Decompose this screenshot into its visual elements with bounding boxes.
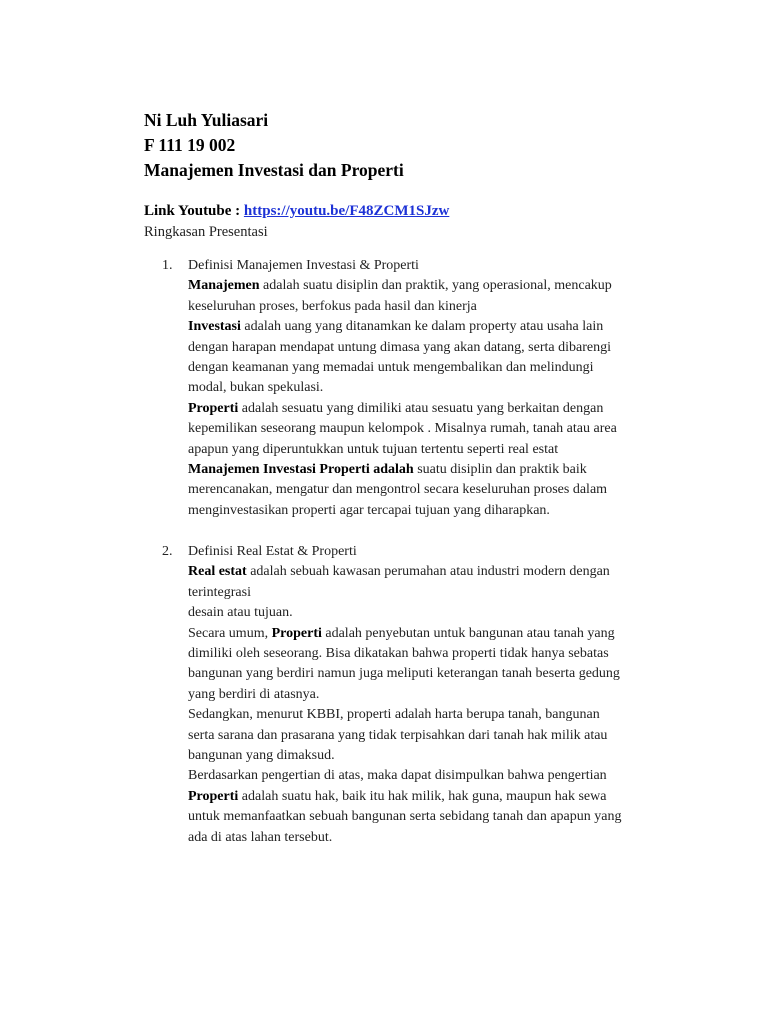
paragraph-line: Investasi adalah uang yang ditanamkan ke dalam property atau usaha lain — [188, 319, 604, 335]
list-item — [188, 256, 668, 521]
paragraph-line: menginvestasikan properti agar tercapai tujuan yang diharapkan. — [188, 502, 550, 518]
paragraph-line: dengan keamanan yang memadai untuk mengembalikan dan melindungi — [188, 360, 594, 376]
term-bold: Real estat — [188, 564, 247, 580]
paragraph-line: bangunan yang berdiri namun juga meliputi keterangan tanah beserta gedung — [188, 666, 620, 682]
paragraph-line: modal, bukan spekulasi. — [188, 380, 324, 396]
term-bold: Manajemen Investasi Properti adalah — [188, 462, 414, 478]
paragraph-line: Manajemen Investasi Properti adalah suatu disiplin dan praktik baik — [188, 462, 587, 478]
paragraph-line: Manajemen adalah suatu disiplin dan praktik, yang operasional, mencakup — [188, 278, 612, 294]
paragraph-line: bangunan yang dimaksud. — [188, 748, 335, 764]
student-id: F 111 19 002 — [144, 135, 236, 155]
paragraph-line: apapun yang diperuntukkan untuk tujuan tertentu seperti real estat — [188, 441, 559, 457]
paragraph-line: untuk memanfaatkan sebuah bangunan serta sebidang tanah dan apapun yang — [188, 809, 622, 825]
youtube-link[interactable]: https://youtu.be/F48ZCM1SJzw — [243, 203, 450, 219]
youtube-link-label: Link Youtube : — [144, 203, 241, 219]
paragraph-line: Real estat adalah sebuah kawasan perumahan atau industri modern dengan — [188, 564, 610, 580]
paragraph-line: dengan harapan mendapat untung dimasa yang akan datang, serta dibarengi — [188, 339, 611, 355]
paragraph-line: Properti adalah sesuatu yang dimiliki atau sesuatu yang berkaitan dengan — [188, 400, 604, 416]
list-item — [188, 542, 668, 848]
paragraph-line: keseluruhan proses, berfokus pada hasil dan kinerja — [188, 298, 477, 314]
summary-label: Ringkasan Presentasi — [144, 224, 268, 240]
paragraph-line: ada di atas lahan tersebut. — [188, 829, 333, 845]
paragraph-line: terintegrasi — [188, 584, 251, 600]
author-name: Ni Luh Yuliasari — [144, 110, 269, 130]
list-item-number: 2. — [162, 544, 173, 559]
course-title: Manajemen Investasi dan Properti — [144, 160, 404, 180]
paragraph-line: Secara umum, Properti adalah penyebutan untuk bangunan atau tanah yang — [188, 625, 615, 641]
term-bold: Properti — [188, 400, 239, 416]
paragraph-line: Properti adalah suatu hak, baik itu hak milik, hak guna, maupun hak sewa — [188, 788, 607, 804]
paragraph-line: yang berdiri di atasnya. — [188, 686, 320, 702]
term-bold: Properti — [271, 625, 322, 641]
paragraph-line: merencanakan, mengatur dan mengontrol secara keseluruhan proses dalam — [188, 482, 608, 498]
list-item-title: Definisi Real Estat & Properti — [188, 544, 357, 559]
document-header — [144, 108, 404, 183]
term-bold: Manajemen — [188, 278, 260, 294]
paragraph-line: Berdasarkan pengertian di atas, maka dapat disimpulkan bahwa pengertian — [188, 768, 607, 784]
list-item-title: Definisi Manajemen Investasi & Properti — [188, 258, 419, 273]
term-bold: Investasi — [188, 319, 241, 335]
paragraph-line: kepemilikan seseorang maupun kelompok . Misalnya rumah, tanah atau area — [188, 421, 617, 437]
paragraph-line: dimiliki oleh seseorang. Bisa dikatakan bahwa properti tidak hanya sebatas — [188, 646, 609, 662]
youtube-link-line — [144, 201, 449, 221]
list-item-number: 1. — [162, 258, 173, 273]
paragraph-line: desain atau tujuan. — [188, 605, 293, 621]
term-bold: Properti — [188, 788, 239, 804]
paragraph-line: Sedangkan, menurut KBBI, properti adalah harta berupa tanah, bangunan — [188, 707, 600, 723]
paragraph-line: serta sarana dan prasarana yang tidak terpisahkan dari tanah hak milik atau — [188, 727, 608, 743]
